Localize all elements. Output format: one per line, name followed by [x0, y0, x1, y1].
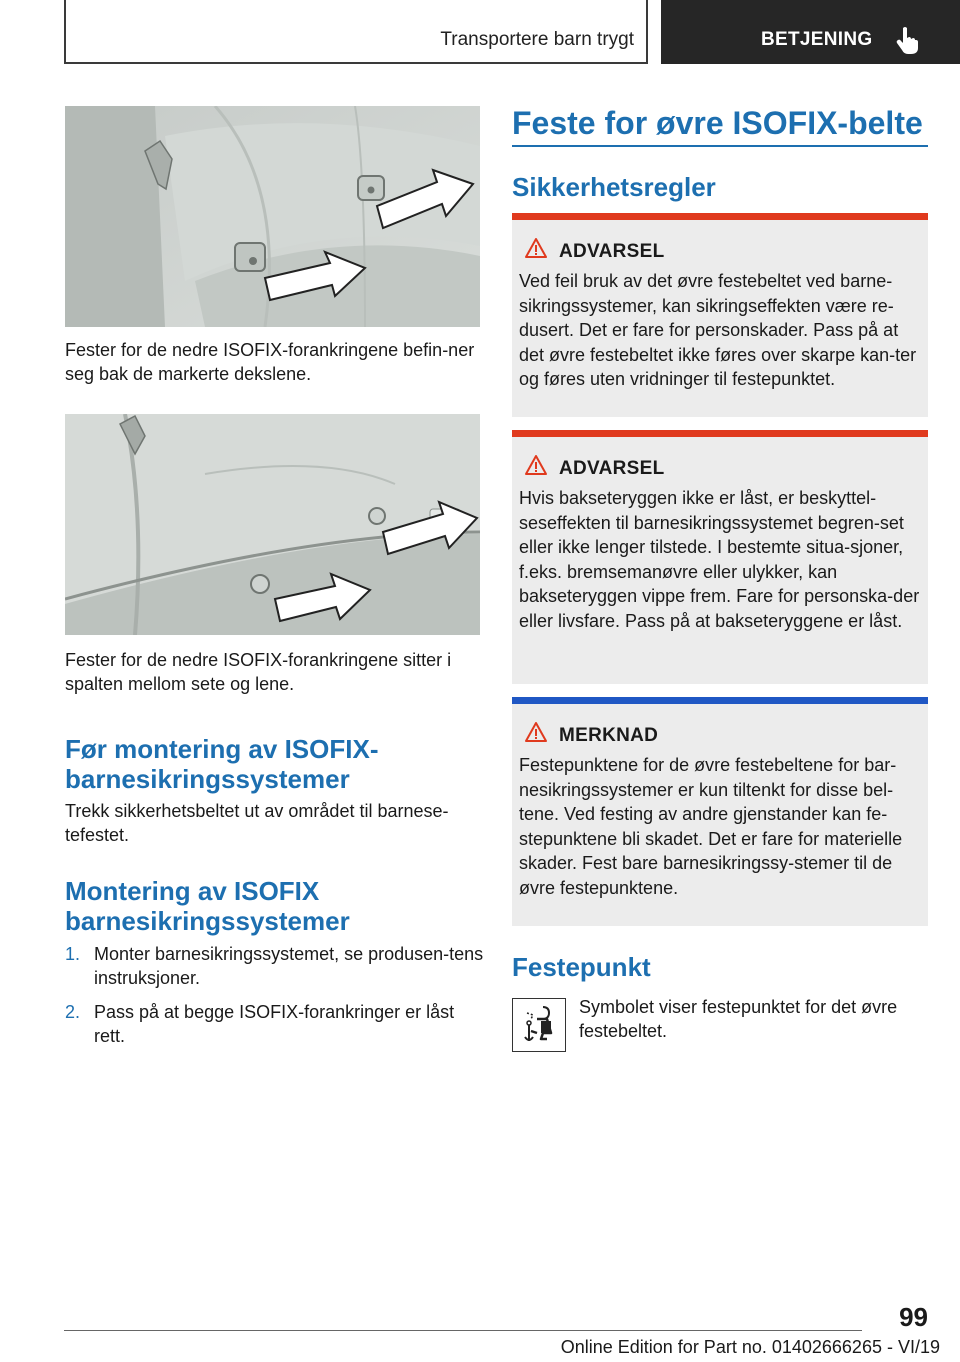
step-text: Pass på at begge ISOFIX-forankringer er låst rett.: [94, 1002, 455, 1046]
notice-text: Festepunktene for de øvre festebeltene for bar-nesikringssystemer er kun tiltenkt for disse bel-tene. Ved festing av andre gjenstander kan fe-stepunktene bli skadet. Det er fare for materielle skader. Fest bare barnesikringssy-stemer til de øvre festepunktene.: [519, 755, 903, 898]
warning-triangle-icon: [524, 721, 548, 743]
heading-safety: Sikkerhetsregler: [512, 172, 716, 202]
warning-bar: [512, 213, 928, 220]
warning-text: Hvis bakseteryggen ikke er låst, er beskyttel-seseffekten til barnesikringssystemet begren-set eller ikke lenger tilstede. I bestemte situa-sjoner, f.eks. bremsemanøvre eller ulykker, kan bakseteryggen vippe frem. Fare for personska-der eller livsfare. Pass på at bakseteryggene er låst.: [519, 488, 920, 631]
before-install-text: Trekk sikkerhetsbeltet ut av området til barnese-tefestet.: [65, 801, 449, 845]
warning-box-2: [512, 430, 928, 684]
heading-before-install: Før montering av ISOFIX-barnesikringssystemer: [65, 734, 379, 794]
anchor-symbol-description: Symbolet viser festepunktet for det øvre festebeltet.: [579, 997, 898, 1041]
warning-triangle-icon: [524, 454, 548, 476]
footer-edition: Online Edition for Part no. 01402666265 - VI/19: [560, 1337, 940, 1357]
warning-bar: [512, 430, 928, 437]
step-number: 2.: [65, 1002, 81, 1022]
header-chapter-box: [661, 0, 960, 64]
photo-caption-1: Fester for de nedre ISOFIX-forankringene befin-ner seg bak de markerte dekslene.: [65, 340, 475, 384]
header-chapter-title: BETJENING: [761, 29, 873, 50]
heading-anchor-point: Festepunkt: [512, 952, 651, 982]
heading-install: Montering av ISOFIX barnesikringssystemer: [65, 876, 350, 936]
footer-divider: [64, 1330, 862, 1331]
warning-box-1: [512, 213, 928, 417]
seat-photo-gap-anchors: [65, 414, 480, 635]
page-number: 99: [899, 1302, 928, 1332]
header-section-title: Transportere barn trygt: [440, 29, 634, 50]
page-title: Feste for øvre ISOFIX-belte: [512, 105, 923, 141]
step-text: Monter barnesikringssystemet, se produsen-tens instruksjoner.: [94, 944, 484, 988]
step-number: 1.: [65, 944, 81, 964]
pointing-hand-icon: [894, 26, 920, 54]
notice-title: MERKNAD: [559, 725, 659, 746]
isofix-anchor-symbol-icon: [512, 998, 566, 1052]
warning-triangle-icon: [524, 237, 548, 259]
notice-box: [512, 697, 928, 926]
title-divider: [512, 145, 928, 147]
notice-bar: [512, 697, 928, 704]
photo-caption-2: Fester for de nedre ISOFIX-forankringene sitter i spalten mellom sete og lene.: [65, 650, 452, 694]
warning-title: ADVARSEL: [559, 458, 665, 479]
seat-photo-upper-anchors: [65, 106, 480, 327]
header-section-box: [64, 0, 648, 64]
warning-title: ADVARSEL: [559, 241, 665, 262]
warning-text: Ved feil bruk av det øvre festebeltet ved barne-sikringssystemer, kan sikringseffekten være re-dusert. Det er fare for personskader. Pass på at det øvre festebeltet ikke føres over skarpe kan-ter og føres uten vridninger til festepunktet.: [519, 271, 917, 389]
